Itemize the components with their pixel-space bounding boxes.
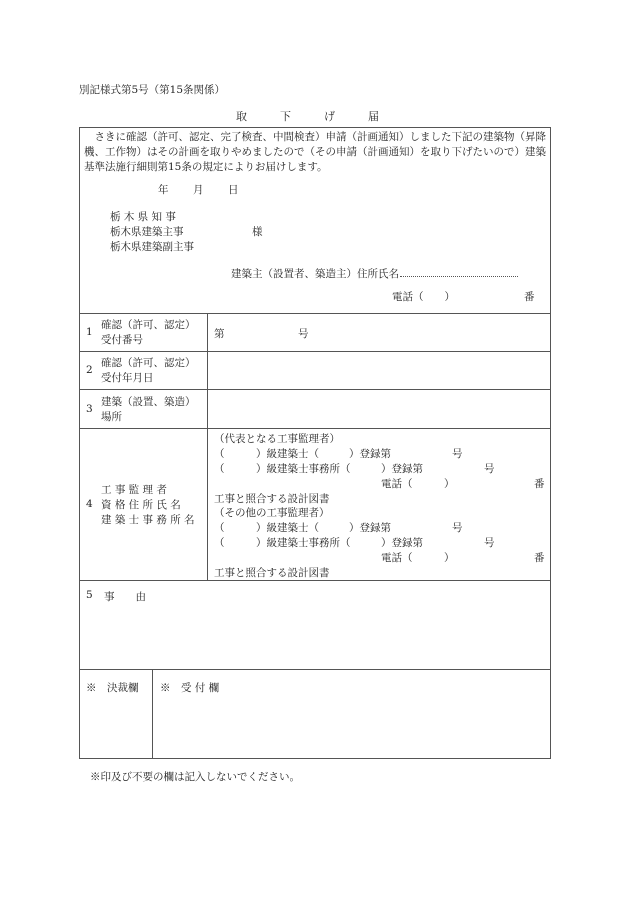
- row-label: 工 事 監 理 者 資 格 住 所 氏 名 建 築 士 事 務 所 名: [101, 484, 195, 526]
- design-docs: 工事と照合する設計図書: [214, 567, 330, 579]
- applicant-dotted-line: [400, 266, 518, 277]
- addressee: 栃木県建築主事: [110, 226, 184, 238]
- row-number: 4: [86, 498, 93, 510]
- architect-line: （ ）級建築士（: [214, 522, 319, 534]
- architect-go: 号: [452, 522, 463, 534]
- supervisor-phone-ban: 番: [534, 552, 545, 564]
- reason-label: 事 由: [104, 591, 146, 603]
- date-day: 日: [228, 184, 239, 196]
- architect-reg: ）登録第: [349, 522, 391, 534]
- receipt-number-suffix: 号: [298, 328, 309, 340]
- supervisor-phone-ban: 番: [534, 478, 545, 490]
- row-label: 建築（設置、築造） 場所: [101, 396, 196, 423]
- office-reg: ）登録第: [381, 463, 423, 475]
- architect-line: （ ）級建築士（: [214, 448, 319, 460]
- office-go: 号: [484, 463, 495, 475]
- supervisor-phone: 電話（ ）: [381, 552, 455, 564]
- addressee: 栃 木 県 知 事: [110, 211, 176, 223]
- row-divider: [79, 313, 551, 314]
- row-number: 3: [86, 403, 93, 415]
- column-divider: [207, 313, 208, 580]
- date-year: 年: [158, 184, 169, 196]
- row-divider: [79, 669, 551, 670]
- other-heading: （その他の工事監理者）: [214, 507, 330, 519]
- office-line: （ ）級建築士事務所（: [214, 463, 351, 475]
- applicant-label: 建築主（設置者、築造主）住所氏名: [231, 268, 399, 280]
- applicant-phone-ban: 番: [524, 291, 535, 303]
- intro-text: さきに確認（許可、認定、完了検査、中間検査）申請（計画通知）しました下記の建築物（昇降機、工作物）はその計画を取りやめましたので（その申請（計画通知）を取り下げたいので）建築基準法施行細則第15条の規定によりお届けします。: [84, 131, 546, 173]
- addressee: 栃木県建築副主事: [110, 241, 194, 253]
- architect-go: 号: [452, 448, 463, 460]
- applicant-phone: 電話（ ）: [392, 291, 455, 303]
- office-reg: ）登録第: [381, 537, 423, 549]
- row-divider: [79, 580, 551, 581]
- row-number: 1: [86, 326, 93, 338]
- reception-label: ※ 受 付 欄: [160, 682, 220, 694]
- row-divider: [79, 428, 551, 429]
- row-label: 確認（許可、認定） 受付年月日: [101, 357, 196, 384]
- decision-label: ※ 決裁欄: [86, 682, 139, 694]
- footnote: ※印及び不要の欄は記入しないでください。: [90, 771, 300, 783]
- architect-reg: ）登録第: [349, 448, 391, 460]
- applicant-name-field[interactable]: [231, 266, 518, 281]
- receipt-number-prefix: 第: [214, 328, 225, 340]
- row-divider: [79, 389, 551, 390]
- column-divider: [152, 669, 153, 759]
- row-label: 確認（許可、認定） 受付番号: [101, 319, 196, 346]
- row-number: 2: [86, 364, 93, 376]
- office-go: 号: [484, 537, 495, 549]
- row-divider: [79, 351, 551, 352]
- document-title: 取 下 げ 届: [236, 110, 379, 123]
- supervisor-phone: 電話（ ）: [381, 478, 455, 490]
- honorific: 様: [252, 226, 263, 238]
- form-number: 別記様式第5号（第15条関係）: [79, 84, 226, 96]
- design-docs: 工事と照合する設計図書: [214, 493, 330, 505]
- date-month: 月: [193, 184, 204, 196]
- row-number: 5: [86, 589, 93, 601]
- representative-heading: （代表となる工事監理者）: [214, 433, 340, 445]
- office-line: （ ）級建築士事務所（: [214, 537, 351, 549]
